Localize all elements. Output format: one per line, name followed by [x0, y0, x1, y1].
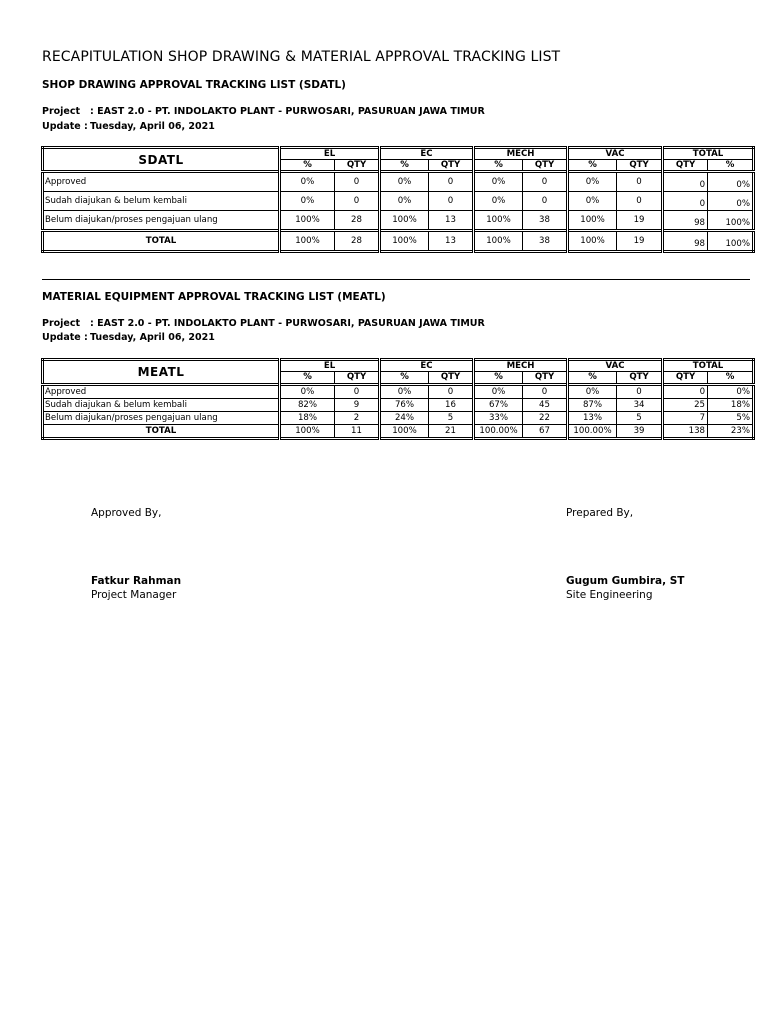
row-label: Approved [43, 385, 280, 399]
update-label: Update : [42, 332, 88, 343]
data-cell: 5 [429, 412, 474, 425]
project-value: : EAST 2.0 - PT. INDOLAKTO PLANT - PURWOSARI, PASURUAN JAWA TIMUR [90, 106, 485, 117]
table-total-row [43, 425, 754, 439]
total-cell: 100% [708, 231, 754, 252]
table-name-cell: SDATL [43, 148, 280, 172]
total-cell: 13 [429, 231, 474, 252]
subheader-cell: % [708, 372, 754, 385]
data-cell: 0% [380, 172, 429, 192]
data-cell: 0 [335, 172, 380, 192]
subheader-cell: QTY [335, 160, 380, 172]
update-value: Tuesday, April 06, 2021 [90, 121, 215, 132]
data-cell: 0% [708, 192, 754, 211]
total-cell: 100% [380, 425, 429, 439]
table-row [43, 211, 754, 231]
sdatl-section-title: SHOP DRAWING APPROVAL TRACKING LIST (SDATL) [42, 79, 346, 91]
row-label: Sudah diajukan & belum kembali [43, 399, 280, 412]
row-label: Belum diajukan/proses pengajuan ulang [43, 412, 280, 425]
data-cell: 18% [280, 412, 335, 425]
data-cell: 0% [280, 385, 335, 399]
data-cell: 0 [617, 192, 663, 211]
group-header-ec: EC [380, 360, 474, 372]
data-cell: 0% [474, 385, 523, 399]
meatl-table [41, 358, 755, 440]
data-cell: 100% [708, 211, 754, 231]
prepared-by-heading: Prepared By, [566, 507, 634, 519]
group-header-total: TOTAL [663, 148, 754, 160]
data-cell: 0 [663, 192, 708, 211]
subheader-cell: QTY [429, 160, 474, 172]
table-row [43, 172, 754, 192]
meatl-section-title: MATERIAL EQUIPMENT APPROVAL TRACKING LIST (MEATL) [42, 291, 386, 303]
data-cell: 16 [429, 399, 474, 412]
data-cell: 13 [429, 211, 474, 231]
group-header-el: EL [280, 360, 380, 372]
total-cell: 138 [663, 425, 708, 439]
total-label: TOTAL [43, 425, 280, 439]
data-cell: 34 [617, 399, 663, 412]
approver-name: Fatkur Rahman [91, 575, 182, 587]
group-header-mech: MECH [474, 148, 568, 160]
subheader-cell: % [280, 372, 335, 385]
meatl-project-line [42, 318, 485, 329]
table-row [43, 385, 754, 399]
data-cell: 0% [380, 385, 429, 399]
project-label: Project [42, 106, 81, 117]
data-cell: 28 [335, 211, 380, 231]
total-label: TOTAL [43, 231, 280, 252]
group-header-total: TOTAL [663, 360, 754, 372]
table-row [43, 399, 754, 412]
section-divider [42, 279, 750, 280]
data-cell: 0% [474, 192, 523, 211]
approved-by-heading: Approved By, [91, 507, 162, 519]
data-cell: 2 [335, 412, 380, 425]
total-cell: 11 [335, 425, 380, 439]
data-cell: 0% [708, 172, 754, 192]
data-cell: 0 [523, 192, 568, 211]
group-header-vac: VAC [568, 360, 663, 372]
data-cell: 0 [663, 172, 708, 192]
data-cell: 38 [523, 211, 568, 231]
row-label: Belum diajukan/proses pengajuan ulang [43, 211, 280, 231]
subheader-cell: QTY [617, 372, 663, 385]
subheader-cell: QTY [663, 160, 708, 172]
data-cell: 0 [523, 172, 568, 192]
data-cell: 0% [708, 385, 754, 399]
data-cell: 98 [663, 211, 708, 231]
data-cell: 25 [663, 399, 708, 412]
data-cell: 9 [335, 399, 380, 412]
group-header-ec: EC [380, 148, 474, 160]
data-cell: 13% [568, 412, 617, 425]
subheader-cell: % [380, 372, 429, 385]
table-header-row [43, 360, 754, 372]
total-cell: 67 [523, 425, 568, 439]
data-cell: 5 [617, 412, 663, 425]
data-cell: 0 [429, 385, 474, 399]
subheader-cell: % [380, 160, 429, 172]
data-cell: 0% [568, 192, 617, 211]
data-cell: 7 [663, 412, 708, 425]
data-cell: 0 [523, 385, 568, 399]
approver-role: Project Manager [91, 589, 177, 601]
row-label: Approved [43, 172, 280, 192]
data-cell: 76% [380, 399, 429, 412]
data-cell: 0 [335, 385, 380, 399]
data-cell: 82% [280, 399, 335, 412]
table-total-row [43, 231, 754, 252]
data-cell: 0 [617, 385, 663, 399]
row-label: Sudah diajukan & belum kembali [43, 192, 280, 211]
data-cell: 45 [523, 399, 568, 412]
subheader-cell: % [568, 372, 617, 385]
subheader-cell: QTY [617, 160, 663, 172]
data-cell: 0% [568, 172, 617, 192]
subheader-cell: % [568, 160, 617, 172]
data-cell: 5% [708, 412, 754, 425]
data-cell: 0 [429, 192, 474, 211]
data-cell: 22 [523, 412, 568, 425]
subheader-cell: QTY [429, 372, 474, 385]
total-cell: 38 [523, 231, 568, 252]
data-cell: 0% [474, 172, 523, 192]
data-cell: 24% [380, 412, 429, 425]
update-label: Update : [42, 121, 88, 132]
data-cell: 0% [280, 192, 335, 211]
subheader-cell: % [474, 372, 523, 385]
total-cell: 39 [617, 425, 663, 439]
data-cell: 87% [568, 399, 617, 412]
total-cell: 100.00% [474, 425, 523, 439]
total-cell: 23% [708, 425, 754, 439]
data-cell: 0 [617, 172, 663, 192]
data-cell: 0% [280, 172, 335, 192]
total-cell: 100% [380, 231, 429, 252]
group-header-el: EL [280, 148, 380, 160]
preparer-name: Gugum Gumbira, ST [566, 575, 685, 587]
total-cell: 100% [474, 231, 523, 252]
data-cell: 100% [568, 211, 617, 231]
update-value: Tuesday, April 06, 2021 [90, 332, 215, 343]
data-cell: 0% [568, 385, 617, 399]
total-cell: 100% [568, 231, 617, 252]
subheader-cell: % [708, 160, 754, 172]
table-header-row [43, 148, 754, 160]
subheader-cell: QTY [335, 372, 380, 385]
data-cell: 100% [474, 211, 523, 231]
total-cell: 28 [335, 231, 380, 252]
subheader-cell: QTY [523, 372, 568, 385]
data-cell: 67% [474, 399, 523, 412]
data-cell: 0% [380, 192, 429, 211]
data-cell: 0 [663, 385, 708, 399]
subheader-cell: % [280, 160, 335, 172]
subheader-cell: QTY [523, 160, 568, 172]
meatl-update-line [42, 332, 215, 343]
data-cell: 100% [280, 211, 335, 231]
project-value: : EAST 2.0 - PT. INDOLAKTO PLANT - PURWOSARI, PASURUAN JAWA TIMUR [90, 318, 485, 329]
sdatl-table [41, 146, 755, 253]
data-cell: 0 [335, 192, 380, 211]
data-cell: 18% [708, 399, 754, 412]
total-cell: 100.00% [568, 425, 617, 439]
total-cell: 98 [663, 231, 708, 252]
table-row [43, 192, 754, 211]
total-cell: 19 [617, 231, 663, 252]
sdatl-project-line [42, 106, 485, 117]
total-cell: 100% [280, 231, 335, 252]
preparer-role: Site Engineering [566, 589, 653, 601]
data-cell: 100% [380, 211, 429, 231]
data-cell: 33% [474, 412, 523, 425]
group-header-mech: MECH [474, 360, 568, 372]
total-cell: 21 [429, 425, 474, 439]
data-cell: 0 [429, 172, 474, 192]
project-label: Project [42, 318, 81, 329]
group-header-vac: VAC [568, 148, 663, 160]
total-cell: 100% [280, 425, 335, 439]
table-name-cell: MEATL [43, 360, 280, 385]
table-row [43, 412, 754, 425]
data-cell: 19 [617, 211, 663, 231]
subheader-cell: QTY [663, 372, 708, 385]
sdatl-update-line [42, 121, 215, 132]
page-title: RECAPITULATION SHOP DRAWING & MATERIAL APPROVAL TRACKING LIST [42, 49, 561, 65]
subheader-cell: % [474, 160, 523, 172]
